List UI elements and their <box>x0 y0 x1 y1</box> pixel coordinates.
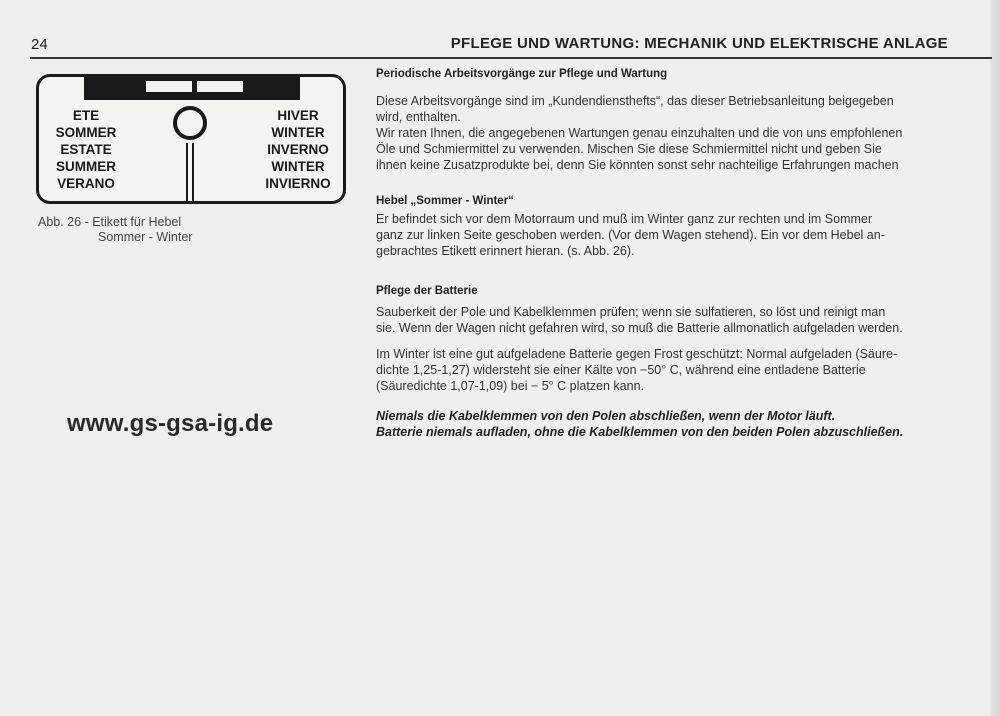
section-heading: Hebel „Sommer - Winter“ <box>376 195 514 207</box>
warning-line: Niemals die Kabelklemmen von den Polen abschließen, wenn der Motor läuft. <box>376 409 836 423</box>
website-watermark: www.gs-gsa-ig.de <box>67 410 274 437</box>
text-line: ganz zur linken Seite geschoben werden. (Vor dem Wagen stehend). Ein vor dem Hebel an- <box>376 228 885 242</box>
text-line: (Säuredichte 1,07-1,09) bei − 5° C platzen kann. <box>376 379 645 393</box>
summer-word: SUMMER <box>56 159 116 174</box>
winter-word: WINTER <box>271 159 325 174</box>
paragraph <box>376 93 948 173</box>
text-line: Sauberkeit der Pole und Kabelklemmen prüfen; wenn sie sulfatieren, so löst und reinigt man <box>376 305 886 319</box>
section-battery-care <box>376 283 948 299</box>
running-head: PFLEGE UND WARTUNG: MECHANIK UND ELEKTRISCHE ANLAGE <box>450 35 948 52</box>
bar-slot-left <box>146 81 192 92</box>
lever-slot-icon <box>186 143 194 201</box>
winter-word: INVIERNO <box>265 176 331 191</box>
summer-word: ESTATE <box>60 142 112 157</box>
text-line: Öle und Schmiermittel zu verwenden. Mischen Sie diese Schmiermittel nicht und geben Sie <box>376 142 882 156</box>
text-line: Im Winter ist eine gut aufgeladene Batterie gegen Frost geschützt: Normal aufgeladen (Säure- <box>376 347 898 361</box>
winter-word-list <box>257 107 339 192</box>
page-spine <box>990 0 1000 716</box>
text-line: ihnen keine Zusatzprodukte bei, denn Sie könnten sonst sehr nachteilige Erfahrungen machen <box>376 158 899 172</box>
header-rule <box>30 57 992 59</box>
text-line: Wir raten Ihnen, die angegebenen Wartungen genau einzuhalten und die von uns empfohlenen <box>376 126 903 140</box>
summer-word: ETE <box>72 108 100 123</box>
section-heading: Periodische Arbeitsvorgänge zur Pflege und Wartung <box>376 68 668 80</box>
text-line: gebrachtes Etikett erinnert hieran. (s. Abb. 26). <box>376 244 635 258</box>
section-summer-winter-lever <box>376 193 948 209</box>
text-line: Er befindet sich vor dem Motorraum und muß im Winter ganz zur rechten und im Sommer <box>376 212 873 226</box>
paragraph <box>376 346 948 394</box>
section-periodic-maintenance <box>376 66 948 82</box>
caption-line: Sommer - Winter <box>98 230 193 244</box>
figure-caption <box>38 215 192 245</box>
winter-word: HIVER <box>277 108 319 123</box>
paragraph <box>376 211 948 259</box>
section-heading: Pflege der Batterie <box>376 285 478 297</box>
summer-word: VERANO <box>57 176 115 191</box>
caption-line: Abb. 26 - Etikett für Hebel <box>38 215 182 229</box>
paragraph <box>376 304 948 336</box>
text-line: dichte 1,25-1,27) widersteht sie einer Kälte von −50° C, während eine entladene Batterie <box>376 363 866 377</box>
battery-warning <box>376 408 948 440</box>
bar-slot-right <box>197 81 243 92</box>
text-line: Diese Arbeitsvorgänge sind im „Kundendiensthefts“, das dieser Betriebsanleitung beigegeben <box>376 94 894 108</box>
label-top-bar <box>84 76 300 100</box>
summer-word: SOMMER <box>55 125 117 140</box>
page-number: 24 <box>31 36 48 53</box>
lever-hole-icon <box>173 106 207 140</box>
summer-winter-label-figure <box>36 74 346 204</box>
winter-word: WINTER <box>271 125 325 140</box>
text-line: wird, enthalten. <box>376 110 461 124</box>
text-line: sie. Wenn der Wagen nicht gefahren wird, so muß die Batterie allmonatlich aufgeladen werden. <box>376 321 903 335</box>
summer-word-list <box>45 107 127 192</box>
winter-word: INVERNO <box>267 142 329 157</box>
warning-line: Batterie niemals aufladen, ohne die Kabelklemmen von den beiden Polen abzuschließen. <box>376 425 904 439</box>
